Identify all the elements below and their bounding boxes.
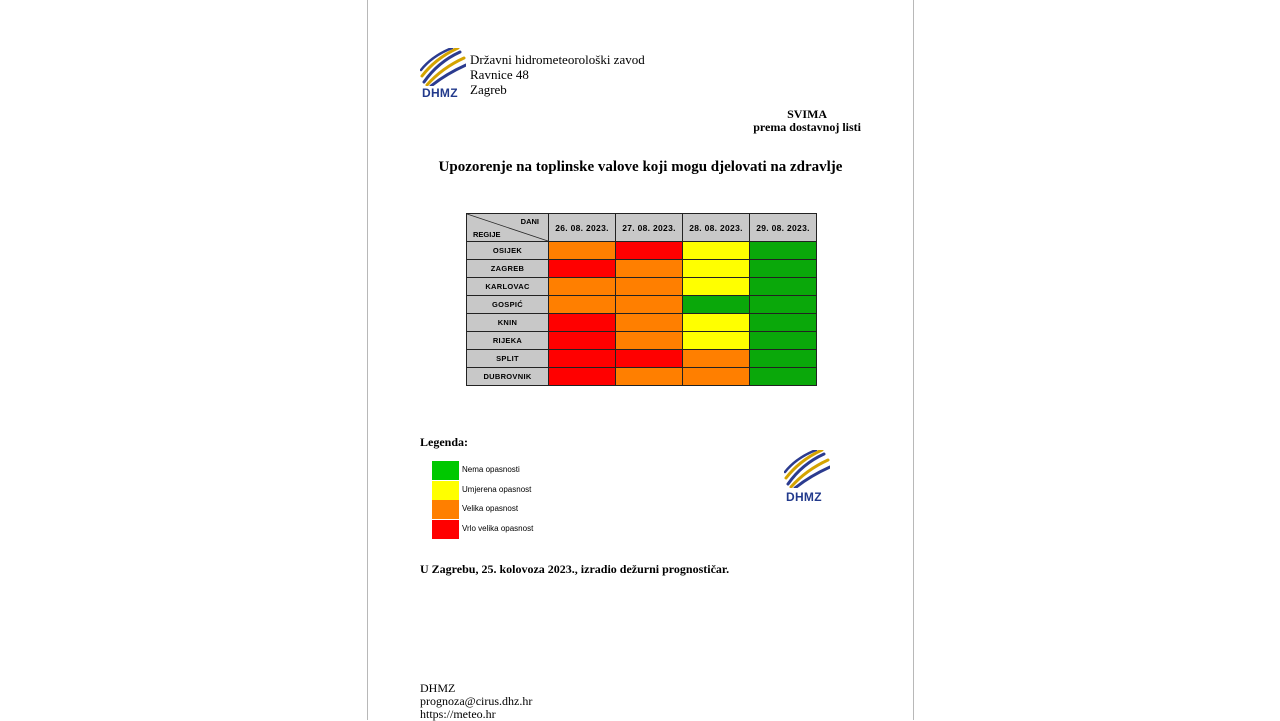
org-city: Zagreb	[470, 82, 507, 97]
date-header: 27. 08. 2023.	[616, 214, 683, 242]
date-header: 29. 08. 2023.	[750, 214, 817, 242]
warning-level-cell	[616, 350, 683, 368]
region-cell: KARLOVAC	[467, 278, 549, 296]
warning-level-cell	[549, 368, 616, 386]
legend-label: Vrlo velika opasnost	[462, 523, 534, 533]
warning-level-cell	[750, 260, 817, 278]
legend-label: Nema opasnosti	[462, 465, 520, 474]
footer-org: DHMZ	[420, 681, 456, 695]
warning-level-cell	[750, 296, 817, 314]
dhmz-logo	[420, 48, 466, 100]
heatwave-table	[466, 213, 817, 386]
corner-label-days: DANI	[520, 217, 539, 226]
warning-level-cell	[750, 332, 817, 350]
date-header: 26. 08. 2023.	[549, 214, 616, 242]
warning-level-cell	[549, 350, 616, 368]
issued-statement: U Zagrebu, 25. kolovoza 2023., izradio dežurni prognostičar.	[420, 562, 730, 576]
warning-level-cell	[683, 350, 750, 368]
warning-level-cell	[549, 278, 616, 296]
warning-level-cell	[683, 332, 750, 350]
footer-email[interactable]: prognoza@cirus.dhz.hr	[420, 694, 533, 708]
warning-level-cell	[549, 314, 616, 332]
table-row	[467, 368, 817, 386]
table-row	[467, 260, 817, 278]
table-row	[467, 314, 817, 332]
legend-label: Umjerena opasnost	[462, 484, 532, 494]
legend-label: Velika opasnost	[462, 504, 519, 513]
warning-level-cell	[750, 314, 817, 332]
table-row	[467, 296, 817, 314]
region-cell: RIJEKA	[467, 332, 549, 350]
table-row	[467, 242, 817, 260]
warning-level-cell	[683, 314, 750, 332]
document-title: Upozorenje na toplinske valove koji mogu djelovati na zdravlje	[438, 159, 843, 175]
legend-swatch	[432, 461, 459, 480]
warning-level-cell	[750, 368, 817, 386]
warning-level-cell	[683, 368, 750, 386]
recipients-line1: SVIMA	[787, 107, 828, 121]
warning-level-cell	[616, 260, 683, 278]
logo-text: DHMZ	[786, 490, 822, 504]
warning-level-cell	[549, 260, 616, 278]
region-cell: KNIN	[467, 314, 549, 332]
warning-level-cell	[616, 278, 683, 296]
warning-level-cell	[616, 368, 683, 386]
footer-url[interactable]: https://meteo.hr	[420, 707, 496, 721]
warning-level-cell	[549, 332, 616, 350]
region-cell: DUBROVNIK	[467, 368, 549, 386]
legend-swatch	[432, 520, 459, 539]
warning-level-cell	[549, 242, 616, 260]
warning-level-cell	[616, 314, 683, 332]
warning-level-cell	[616, 332, 683, 350]
table-corner-cell	[467, 214, 549, 242]
warning-level-cell	[750, 350, 817, 368]
warning-level-cell	[683, 296, 750, 314]
table-row	[467, 278, 817, 296]
legend-swatch	[432, 500, 459, 519]
table-header-row	[467, 214, 817, 242]
recipients-block	[753, 108, 861, 134]
region-cell: GOSPIĆ	[467, 296, 549, 314]
warning-level-cell	[750, 278, 817, 296]
warning-level-cell	[750, 242, 817, 260]
legend-title: Legenda:	[420, 435, 468, 449]
date-header: 28. 08. 2023.	[683, 214, 750, 242]
recipients-line2: prema dostavnoj listi	[753, 120, 861, 134]
dhmz-swirl-icon	[784, 450, 830, 488]
org-name: Državni hidrometeorološki zavod	[470, 52, 645, 67]
org-address: Ravnice 48	[470, 67, 529, 82]
legend-swatch	[432, 481, 459, 500]
document-page	[367, 0, 914, 720]
corner-label-regions: REGIJE	[473, 230, 501, 239]
table-body	[467, 242, 817, 386]
dhmz-swirl-icon	[420, 48, 466, 86]
table-row	[467, 350, 817, 368]
logo-text: DHMZ	[422, 86, 458, 100]
dhmz-logo-secondary	[784, 450, 830, 504]
warning-level-cell	[616, 296, 683, 314]
warning-level-cell	[683, 278, 750, 296]
warning-level-cell	[683, 260, 750, 278]
region-cell: ZAGREB	[467, 260, 549, 278]
region-cell: OSIJEK	[467, 242, 549, 260]
region-cell: SPLIT	[467, 350, 549, 368]
warning-level-cell	[616, 242, 683, 260]
warning-level-cell	[683, 242, 750, 260]
table-row	[467, 332, 817, 350]
warning-level-cell	[549, 296, 616, 314]
